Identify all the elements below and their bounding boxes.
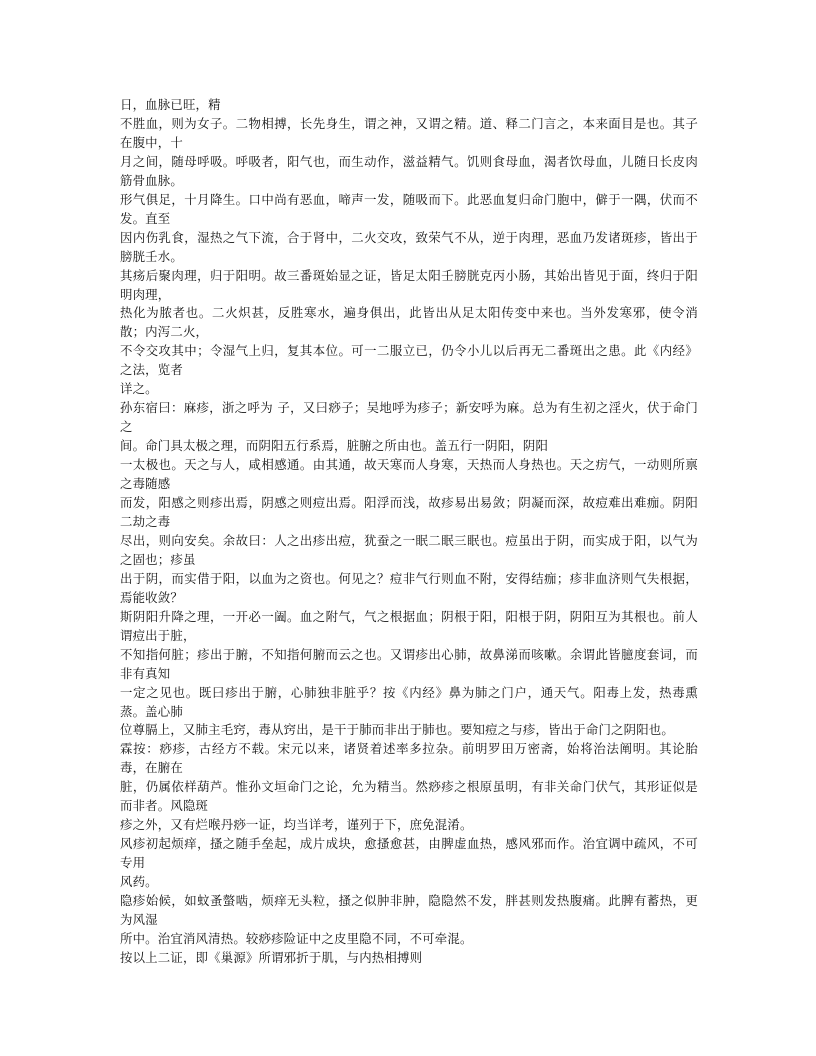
document-body: [120, 96, 698, 968]
paragraph: 一太极也。天之与人，咸相感通。由其通，故天寒而人身寒，天热而人身热也。天之疠气，一动则所禀之毒随感: [120, 457, 698, 492]
paragraph: 而发，阳感之则疹出焉，阴感之则痘出焉。阳浮而浅，故疹易出易敛；阴凝而深，故痘难出难痂。阴阳二劫之毒: [120, 495, 698, 529]
paragraph: 热化为脓者也。二火炽甚，反胜寒水，遍身俱出，此皆出从足太阳传变中来也。当外发寒邪，使令消散；内泻二火，: [120, 305, 698, 340]
paragraph: 不知指何脏；疹出于腑，不知指何腑而云之也。又谓疹出心肺，故鼻涕而咳嗽。余谓此皆臆度套词，而非有真知: [120, 646, 698, 681]
paragraph: 出于阴，而实借于阳，以血为之资也。何见之？痘非气行则血不附，安得结痂；疹非血济则气失根据，焉能收敛？: [120, 570, 698, 605]
paragraph: 尽出，则向安矣。余故曰：人之出疹出痘，犹蚕之一眠二眠三眠也。痘虽出于阴，而实成于阳，以气为之固也；疹虽: [120, 532, 698, 567]
paragraph: 按以上二证，即《巢源》所谓邪折于肌，与内热相搏则: [120, 949, 423, 965]
paragraph: 详之。: [120, 381, 158, 397]
paragraph: 因内伤乳食，湿热之气下流，合于肾中，二火交攻，致荣气不从，逆于肉理，恶血乃发诸斑疹，皆出于膀胱壬水。: [120, 229, 698, 264]
paragraph: 霖按：痧疹，古经方不载。宋元以来，诸贤着述率多拉杂。前明罗田万密斋，始将治法阐明。其论胎毒，在腑在: [120, 741, 698, 776]
paragraph: 不令交攻其中；令湿气上归，复其本位。可一二服立已，仍令小儿以后再无二番斑出之患。此《内经》之法，览者: [120, 343, 698, 378]
paragraph: 疹之外，又有烂喉丹痧一证，均当详考，谨列于下，庶免混淆。: [120, 817, 473, 833]
paragraph: 日，血脉已旺，精: [120, 97, 221, 112]
paragraph: 其疡后聚肉理，归于阳明。故三番斑始显之证，皆足太阳壬膀胱克丙小肠，其始出皆见于面，终归于阳明肉理，: [120, 267, 698, 302]
paragraph: 一定之见也。既曰疹出于腑，心肺独非脏乎？按《内经》鼻为肺之门户，通天气。阳毒上发，热毒熏蒸。盖心肺: [120, 684, 698, 719]
paragraph: 斯阴阳升降之理，一开必一阖。血之附气，气之根据血；阴根于阳，阳根于阴，阴阳互为其根也。前人谓痘出于脏，: [120, 608, 698, 643]
paragraph: 形气俱足，十月降生。口中尚有恶血，啼声一发，随吸而下。此恶血复归命门胞中，僻于一隅，伏而不发。直至: [120, 191, 698, 226]
paragraph: 月之间，随母呼吸。呼吸者，阳气也，而生动作，滋益精气。饥则食母血，渴者饮母血，儿随日长皮肉筋骨血脉。: [120, 153, 698, 188]
paragraph: 间。命门具太极之理，而阴阳五行系焉，脏腑之所由也。盖五行一阴阳，阴阳: [120, 438, 549, 454]
paragraph: 不胜血，则为女子。二物相搏，长先身生，谓之神，又谓之精。道、释二门言之，本来面目是也。其子在腹中，十: [120, 115, 698, 150]
paragraph: 风药。: [120, 874, 158, 890]
paragraph: 隐疹始候，如蚊蚤螫啮，烦痒无头粒，搔之似肿非肿，隐隐然不发，胖甚则发热腹痛。此脾有蓄热，更为风湿: [120, 893, 698, 927]
paragraph: 风疹初起烦痒，搔之随手垒起，成片成块，愈搔愈甚，由脾虚血热，感风邪而作。治宜调中疏风，不可专用: [120, 836, 698, 871]
paragraph: 脏，仍属依样葫芦。惟孙文垣命门之论，允为精当。然痧疹之根原虽明，有非关命门伏气，其形证似是而非者。风隐斑: [120, 779, 698, 814]
paragraph: 所中。治宜消风清热。较痧疹险证中之皮里隐不同，不可牵混。: [120, 930, 473, 946]
paragraph: 位尊膈上，又肺主毛窍，毒从窍出，是干于肺而非出于肺也。要知痘之与疹，皆出于命门之阴阳也。: [120, 722, 674, 738]
paragraph: 孙东宿曰：麻疹，浙之呼为 子，又曰痧子；吴地呼为疹子；新安呼为麻。总为有生初之淫火，伏于命门之: [120, 400, 698, 435]
